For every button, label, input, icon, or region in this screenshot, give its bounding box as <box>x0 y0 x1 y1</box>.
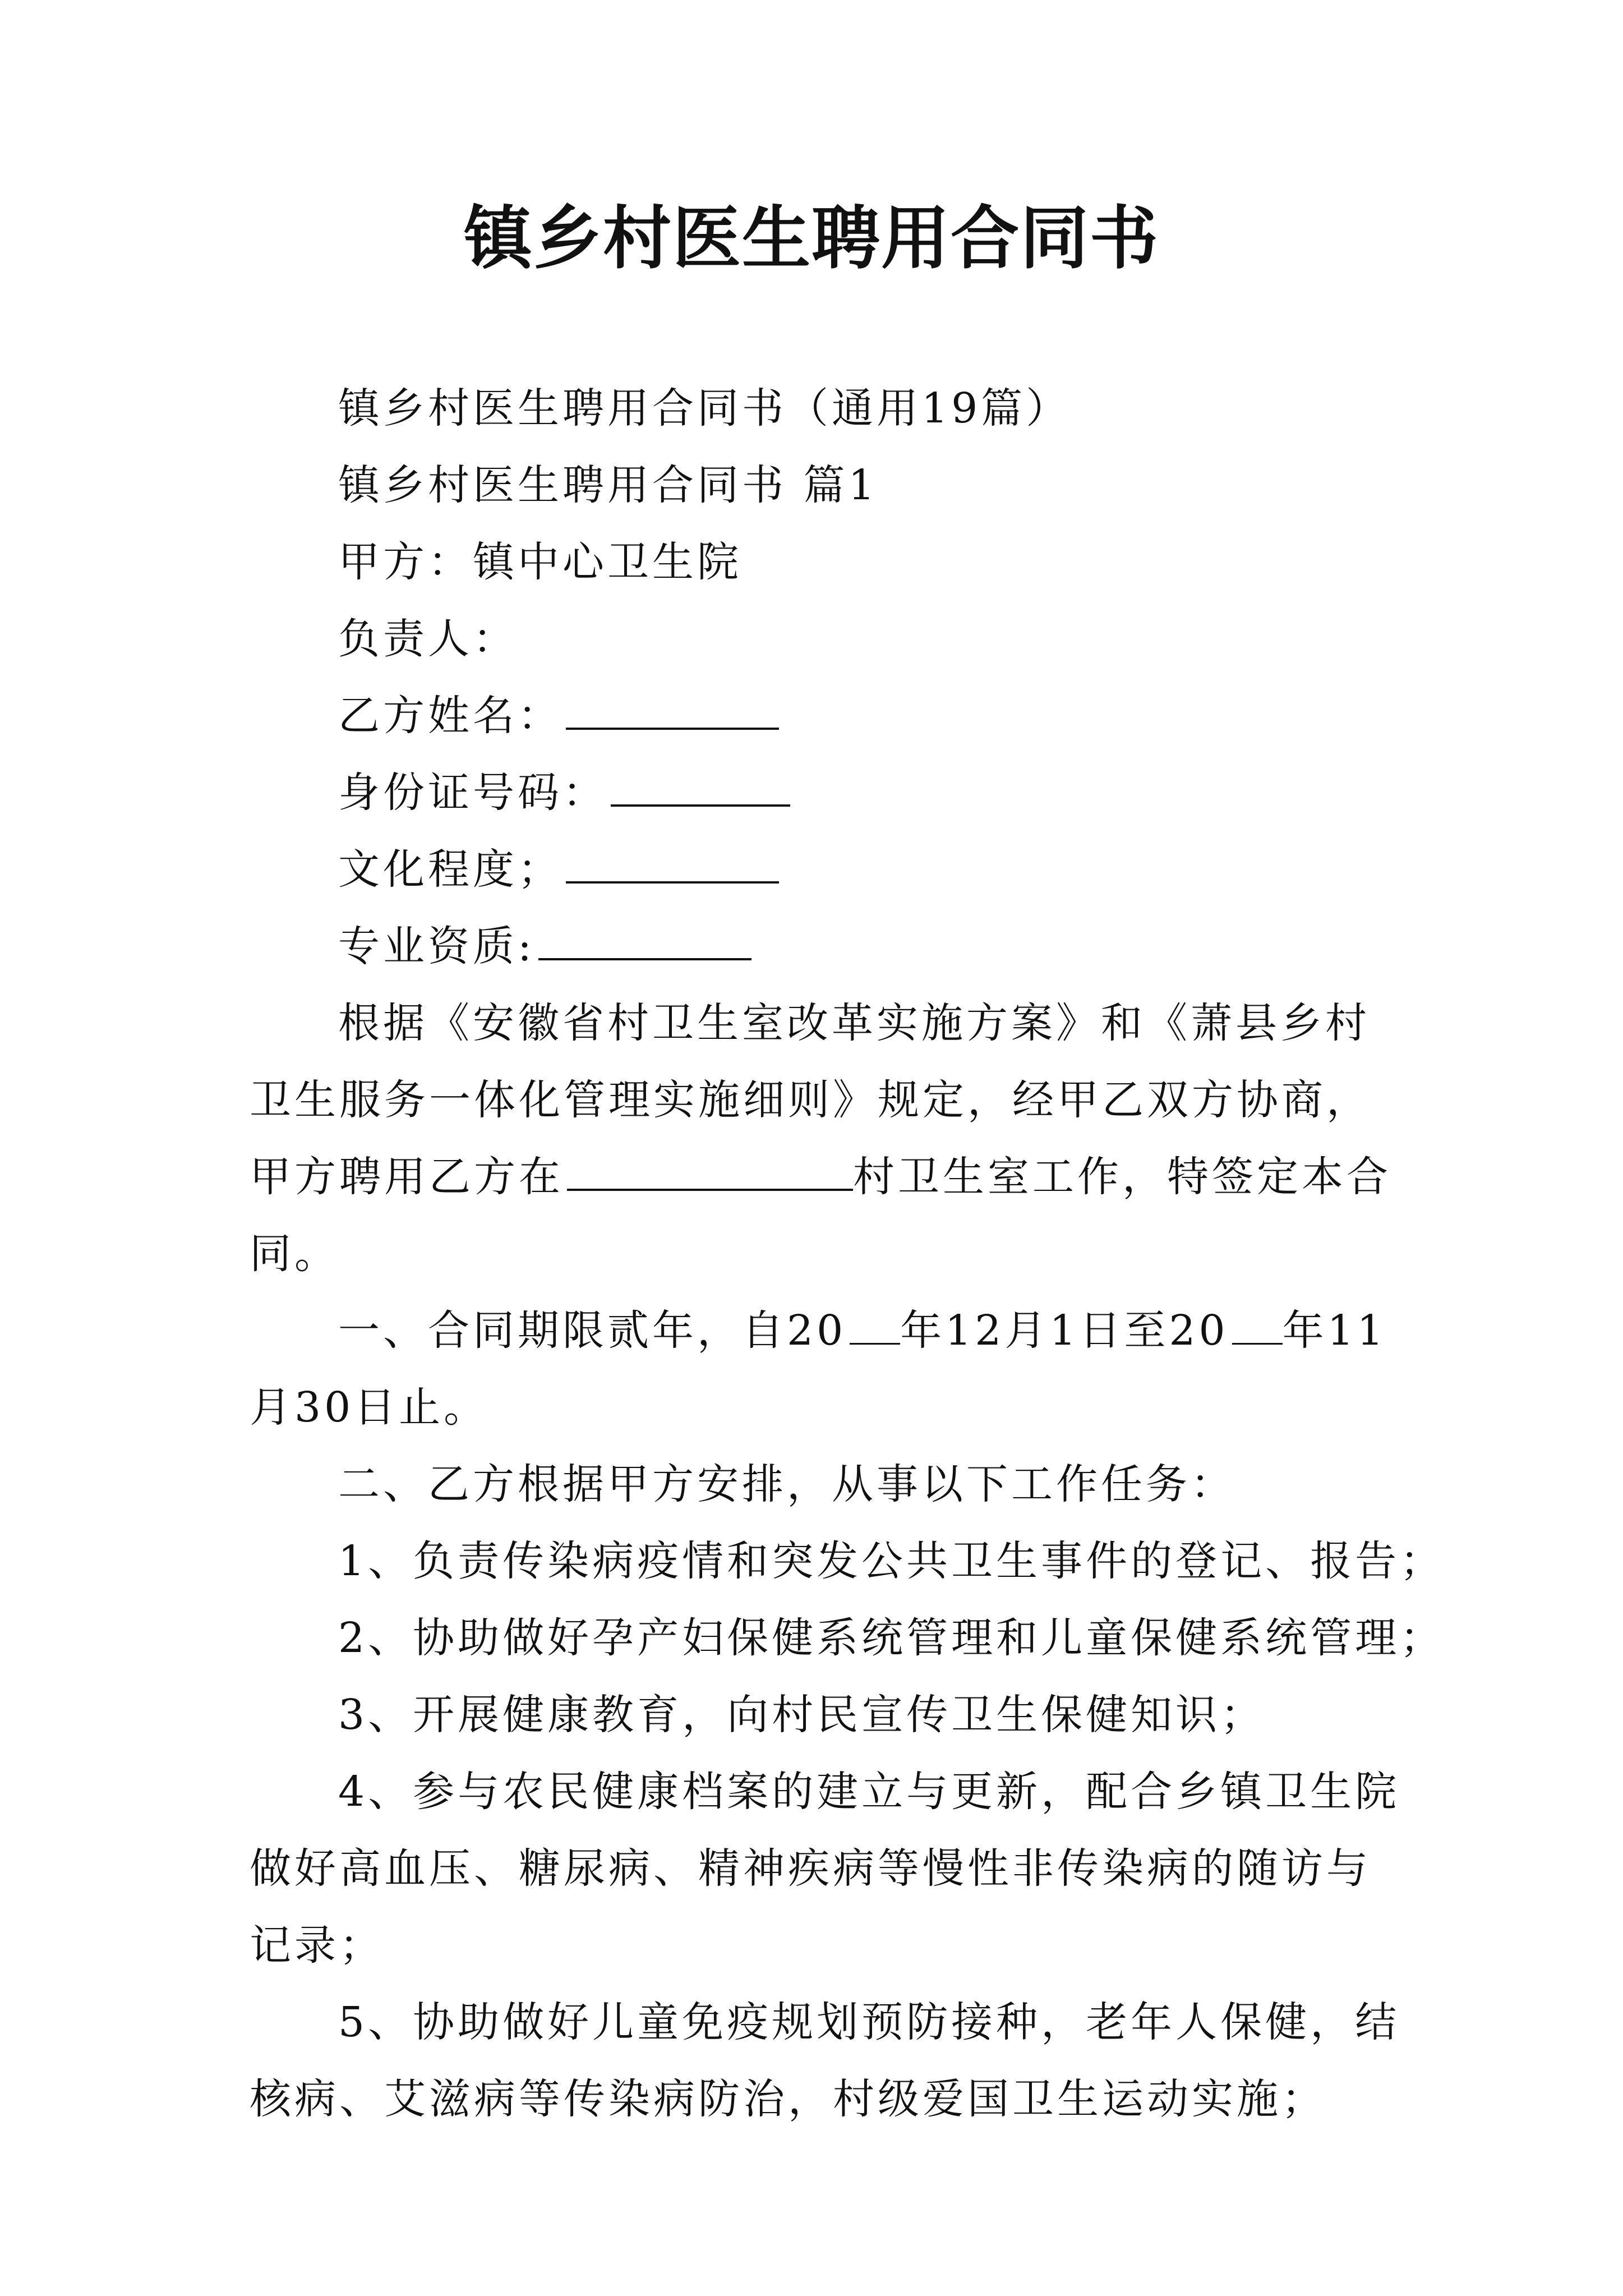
document-title: 镇乡村医生聘用合同书 <box>464 199 1159 278</box>
party-a-line: 甲方：镇中心卫生院 <box>338 538 742 586</box>
responsible-person-line: 负责人： <box>338 615 518 663</box>
end-year-blank[interactable] <box>1232 1301 1283 1345</box>
basis-text-b: 村卫生室工作，特签定本合同。 <box>250 1153 1391 1278</box>
party-b-name-label: 乙方姓名： <box>338 692 562 740</box>
chapter-heading: 镇乡村医生聘用合同书 篇1 <box>338 461 878 509</box>
clinic-location-blank[interactable] <box>567 1147 853 1191</box>
term-text-a: 一、合同期限贰年，自20 <box>338 1306 847 1355</box>
party-b-name-blank[interactable] <box>566 686 779 730</box>
task-item-1: 1、负责传染病疫情和突发公共卫生事件的登记、报告； <box>338 1537 1445 1585</box>
party-b-name-line <box>250 678 1405 754</box>
task-item-4: 4、参与农民健康档案的建立与更新，配合乡镇卫生院做好高血压、糖尿病、精神疾病等慢性非传染病的随访与记录； <box>250 1768 1400 1970</box>
education-blank[interactable] <box>566 840 779 884</box>
term-text-b: 年12月1日至20 <box>900 1306 1229 1355</box>
term-text-c: 年11月30日止。 <box>250 1306 1387 1432</box>
education-line <box>250 831 1405 908</box>
task-item-3: 3、开展健康教育，向村民宣传卫生保健知识； <box>338 1691 1266 1739</box>
start-year-blank[interactable] <box>850 1301 900 1345</box>
term-paragraph <box>250 1292 1405 1446</box>
task-item-2: 2、协助做好孕产妇保健系统管理和儿童保健系统管理； <box>338 1614 1445 1662</box>
qualification-blank[interactable] <box>538 917 751 960</box>
qualification-label: 专业资质: <box>338 922 535 970</box>
id-number-label: 身份证号码： <box>338 769 607 817</box>
id-number-line <box>250 754 1405 831</box>
basis-text-a: 根据《安徽省村卫生室改革实施方案》和《萧县乡村卫生服务一体化管理实施细则》规定，经甲乙双方协商，甲方聘用乙方在 <box>250 999 1371 1201</box>
basis-paragraph <box>250 985 1405 1292</box>
qualification-line <box>250 908 1405 985</box>
tasks-intro-line: 二、乙方根据甲方安排，从事以下工作任务： <box>338 1460 1235 1508</box>
education-label: 文化程度； <box>338 845 562 894</box>
subtitle-line: 镇乡村医生聘用合同书（通用19篇） <box>338 384 1071 432</box>
task-item-5: 5、协助做好儿童免疫规划预防接种，老年人保健，结核病、艾滋病等传染病防治，村级爱国卫生运动实施； <box>250 1998 1400 2123</box>
id-number-blank[interactable] <box>611 763 790 807</box>
document-body <box>250 370 1445 2138</box>
